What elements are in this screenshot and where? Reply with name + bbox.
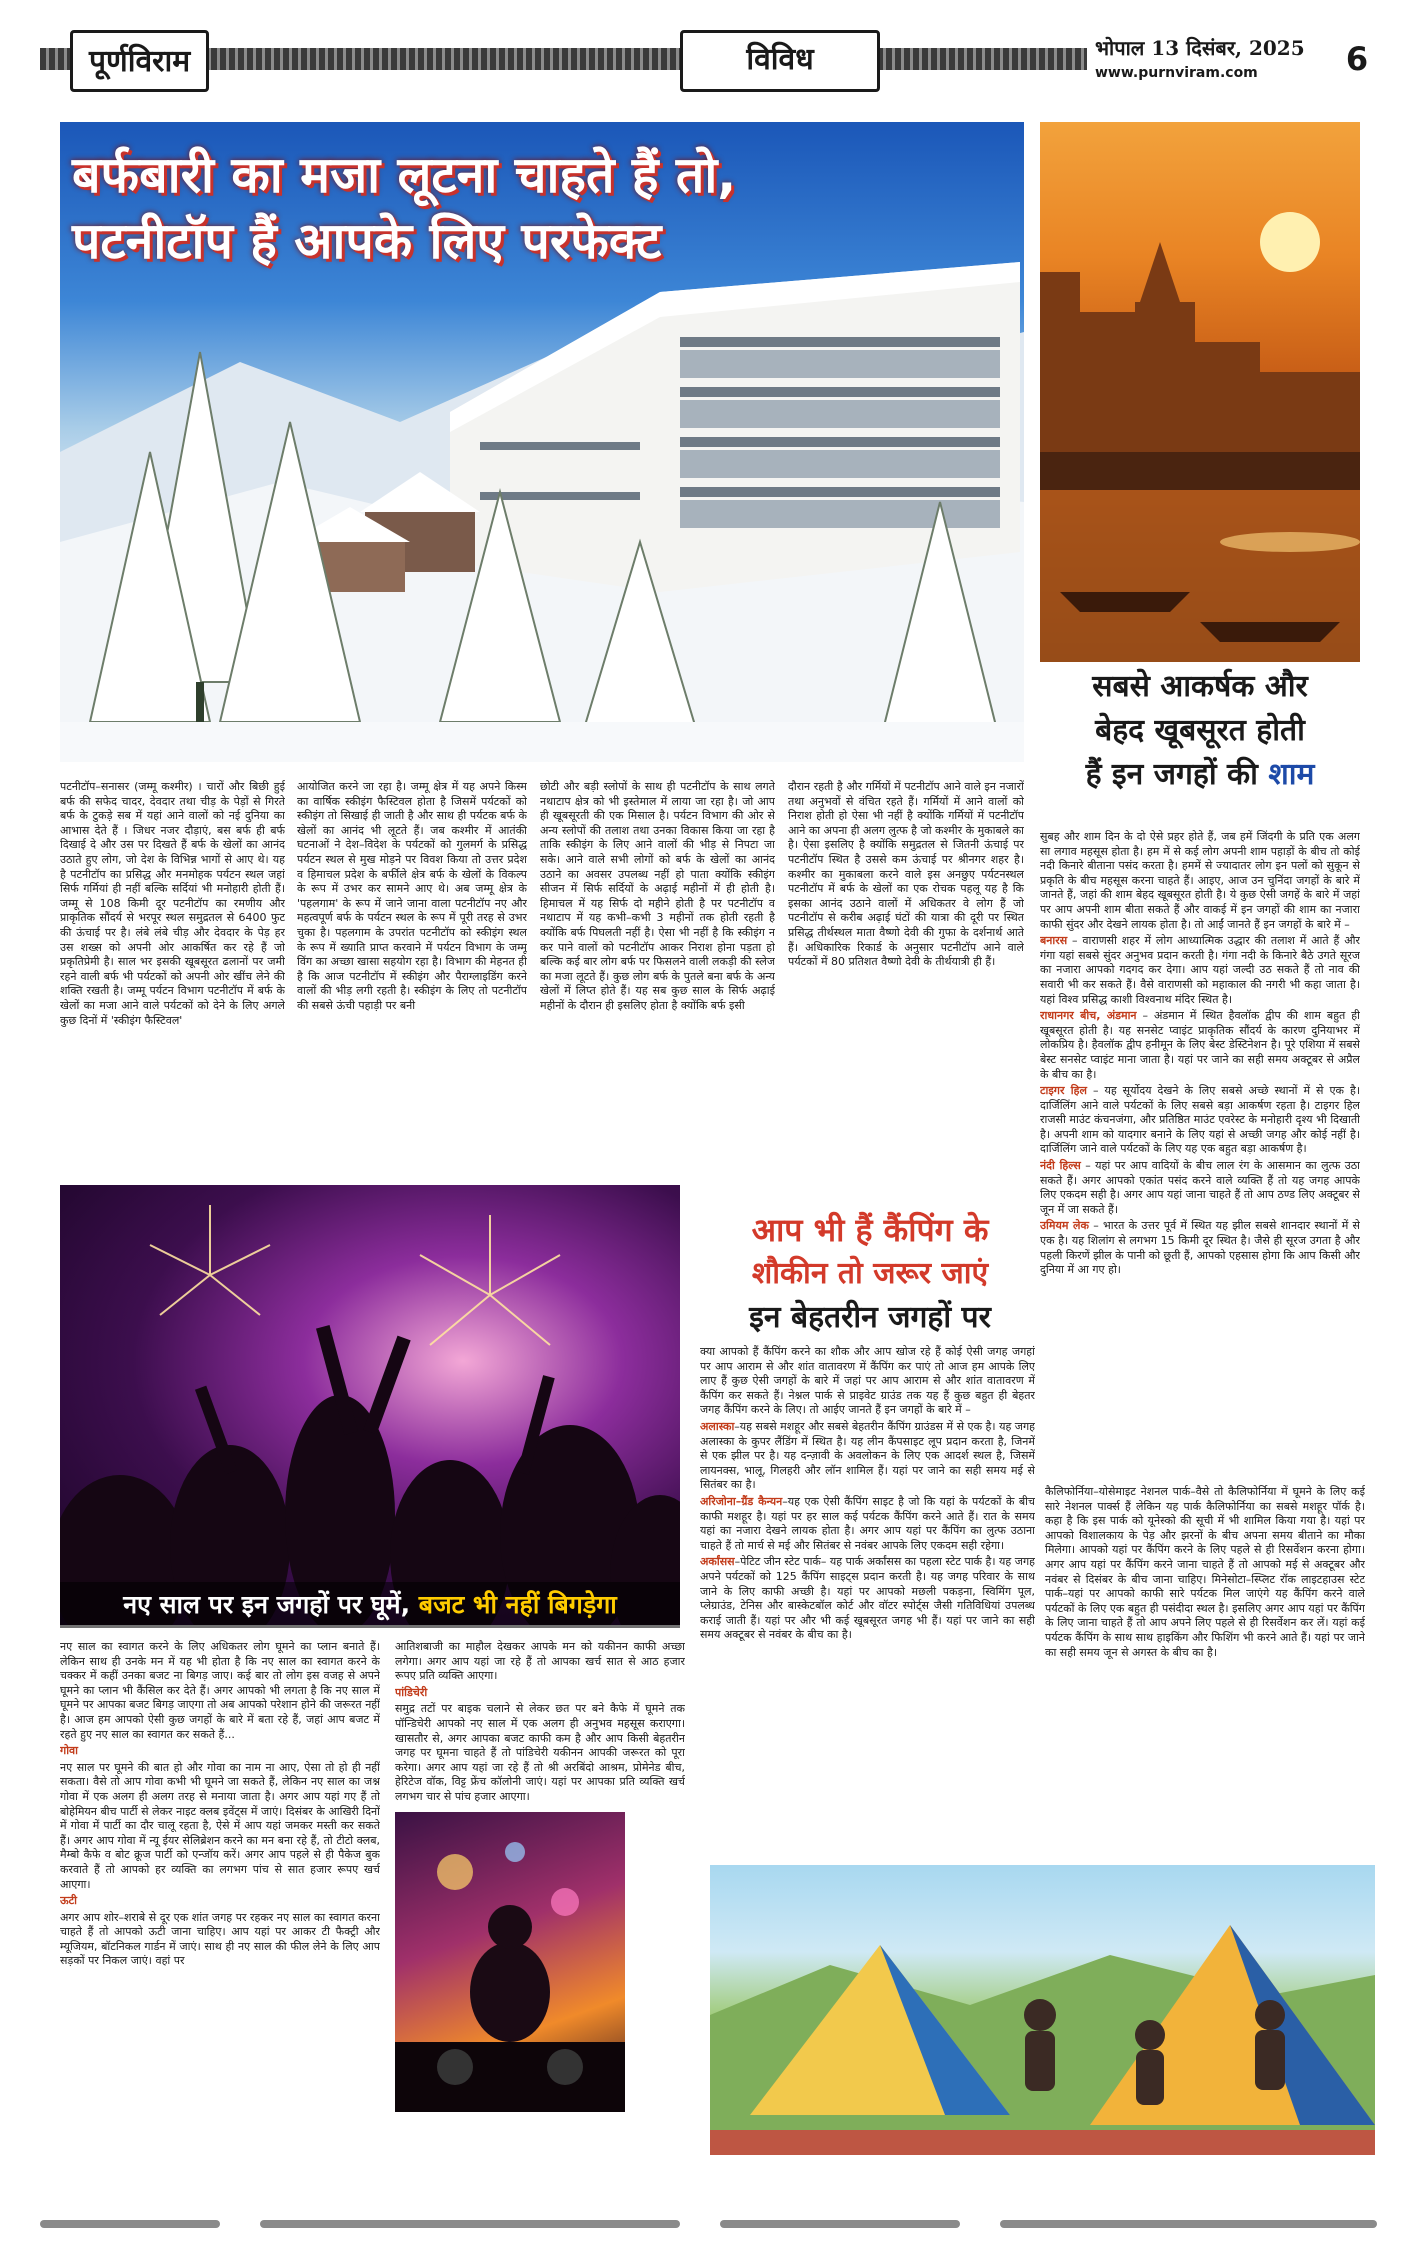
tent-illustration	[710, 1865, 1375, 2155]
evening-item	[1040, 1084, 1360, 1157]
place-text: –पेटिट जीन स्टेट पार्क– यह पार्क अर्कांसस का पहला स्टेट पार्क है। यह जगह अपने पर्यटकों को 125 कैंपिंग साइट्स प्रदान करती है। यह जगह परिवार के साथ जाने के लिए काफी अच्छी है। यहां पर आपको मछली पकड़ना, स्विमिंग पूल, प्लेग्राउंड, टेनिस और बास्केटबॉल कोर्ट और वॉटर स्पोर्ट्स जैसी गतिविधियां उपलब्ध कराई जाती हैं। यहां पर और भी कई खूबसूरत जगह भी हैं। यहां पर जाने का सही समय अक्टूबर से नवंबर के बीच का है।	[700, 1555, 1035, 1642]
evening-intro: सुबह और शाम दिन के दो ऐसे प्रहर होते हैं, जब हमें जिंदगी के प्रति एक अलग सा लगाव महसूस होता है। हम में से कई लोग अपनी शाम पहाड़ों के बीच तो कोई नदी किनारे बीताना पसंद करता है। हममें से ज्यादातर लोग इन पलों को सुकून से प्रकृति के बीच महसूस करना चाहते हैं। आइए, आज उन चुनिंदा जगहों के बारे में जानते हैं, जहां की शाम बेहद खूबसूरत होती है। ये कुछ ऐसी जगहें के बारे में जहां पर आप अपनी शाम बीता सकते हैं और वाकई में इन जगहों की शाम का नजारा काफी सुंदर और देखने लायक होता है। तो आईं जानते हैं इन जगहों के बारे में –	[1040, 830, 1360, 931]
footer-bar	[260, 2220, 680, 2228]
footer-bar	[1000, 2220, 1377, 2228]
camping-headline-line3: इन बेहतरीन जगहों पर	[749, 1300, 991, 1335]
camping-headline	[700, 1208, 1040, 1340]
place-name: अर्कांसस	[700, 1555, 735, 1569]
pondicherry-text: समुद्र तटों पर बाइक चलाने से लेकर छत पर बने कैफे में घूमने तक पॉन्डिचेरी आपको नए साल में एक अलग ही अनुभव महसूस कराएगा। खासतौर से, अगर आपका बजट काफी कम है और आप किसी बेहतरीन जगह पर घूमना चाहते हैं तो पांडिचेरी यकीनन आपकी जरूरत को पूरा करेगा। अगर आप यहां जा रहे हैं तो श्री अरबिंदो आश्रम, प्रोमेनेड बीच, हेरिटेज वॉक, विट्ट फ्रेंच कॉलोनी जाएं। यहां पर आपका प्रति व्यक्ति खर्च लगभग चार से पांच हजार आएगा।	[395, 1702, 685, 1803]
newspaper-logo: पूर्णविराम	[70, 30, 209, 92]
website: www.purnviram.com	[1095, 65, 1258, 81]
page-number: 6	[1337, 30, 1377, 92]
evening-headline-highlight: शाम	[1268, 757, 1315, 792]
new-year-col2-intro: आतिशबाजी का माहौल देखकर आपके मन को यकीनन काफी अच्छा लगेगा। अगर आप यहां जा रहे हैं तो आपका खर्च सात से आठ हजार रूपए प्रति व्यक्ति आएगा।	[395, 1640, 685, 1683]
camping-column-2: कैलिफोर्निया–योसेमाइट नेशनल पार्क–वैसे तो कैलिफोर्निया में घूमने के लिए कई सारे नेशनल पार्क्स हैं लेकिन यह पार्क कैलिफोर्निया का सबसे मशहूर पॉर्क है। कहा है कि इस पार्क को यूनेस्को की सूची में भी शामिल किया गया है। यहां पर आपको विशालकाय के पेड़ और झरनों के बीच अपना समय बीताने का मौका मिलेगा। आपको यहां पर कैंपिंग करने के लिए पहले से ही रिसर्वेशन करना होगा। अगर आप यहां पर कैंपिंग करने जाना चाहते हैं तो आपको मई से अक्टूबर और नवंबर से दिसंबर के बीच जाना चाहिए। मिनेसोटा–स्प्लिट रॉक लाइटहाउस स्टेट पार्क–यहां पर आपको काफी सारे पर्यटक मिल जाएंगे यह कैंपिंग करने वाले पर्यटकों के लिए एक बहुत ही पसंदीदा स्थल है। इसलिए अगर आप यहां पर कैंपिंग के लिए जाना चाहते हैं तो आप अपने लिए पहले से ही रिसर्वेशन कर लें। यहां कई पर्यटक कैंपिंग के साथ साथ हाइकिंग और फिशिंग भी करने आते हैं। यहां पर जाने का सही समय जून से अगस्त के बीच का है।	[1045, 1485, 1365, 1659]
new-year-headline	[60, 1582, 680, 1628]
fireworks-crowd-illustration	[60, 1185, 680, 1625]
place-name: बनारस	[1040, 934, 1068, 948]
place-text: – भारत के उत्तर पूर्व में स्थित यह झील सबसे शानदार स्थानों में से एक है। यह शिलांग से लगभग 15 किमी दूर स्थित है। जैसे ही सूरज उगता है और पहली किरणें झील के पानी को छूती हैं, आपको एहसास होगा कि आप किसी और दुनिया में आ गए हो।	[1040, 1219, 1360, 1277]
place-name: नंदी हिल्स	[1040, 1159, 1081, 1173]
patnitop-column-4: दौरान रहती है और गर्मियों में पटनीटॉप आने वाले इन नजारों तथा अनुभवों से वंचित रहते हैं। गर्मियों में आने वालों को निराश होती हो ऐसा भी नहीं है क्योंकि गर्मियों में पटनीटॉप आने का अपना ही अलग लुत्फ है जो कश्मीर के मुकाबले का है। ऐसा इसलिए है क्योंकि समुद्रतल से जितनी ऊंचाई पर पटनीटॉप स्थित है उससे कम ऊंचाई पर श्रीनगर शहर है। कश्मीर का मुकाबला करने वाले इस अनछुए पर्यटनस्थल पटनीटॉप में बर्फ के खेलों का एक रोचक पहलू यह है कि इसका आनंद उठाने वालों में अधिकतर वे लोग हैं जो पटनीटॉप से करीब अढ़ाई घंटों की यात्रा की दूरी पर स्थित प्रसिद्ध तीर्थस्थल माता वैष्णो देवी की गुफा के दर्शनार्थ आते हैं। अधिकारिक रिकार्ड के अनुसार पटनीटॉप आने वाले पर्यटकों में 80 प्रतिशत वैष्णो देवी के तीर्थयात्री ही हैं।	[788, 780, 1024, 969]
patnitop-column-2: आयोजित करने जा रहा है। जम्मू क्षेत्र में यह अपने किस्म का वार्षिक स्कीइंग फैस्टिवल होता है जिसमें पर्यटकों को स्कीइंग तो सिखाई ही जाती है और साथ ही पर्यटक बर्फ के खेलों का आनंद भी लूटते हैं। जब कश्मीर में आतंकी घटनाओं ने देश–विदेश के पर्यटकों को गुलमर्ग के प्रसिद्ध पर्यटन स्थल से मुख मोड़ने पर विवश किया तो उत्तर प्रदेश व हिमाचल प्रदेश के बर्फीले क्षेत्र बर्फ के खेलों के विकल्प के रूप में उभर कर सामने आए थे। अब जम्मू क्षेत्र के 'पहलगाम' के रूप में जाने जाना वाला पटनीटॉप नए और महत्वपूर्ण बर्फ के पर्यटन स्थल के रूप में पूरी तरह से उभर चुका है। पहलगाम के उपरांत पटनीटॉप को स्कीइंग स्थल के रूप में ख्याति प्राप्त करवाने में पर्यटन विभाग के जम्मू विंग का अच्छा खासा सहयोग रहा है। विभाग की मेहनत ही है कि आज पटनीटॉप में स्कीइंग और पैराग्लाइडिंग करने वालों की भीड़ लगी रहती है। स्कीइंग के लिए तो पटनीटॉप की सबसे ऊंची पहाड़ी पर बनी	[297, 780, 527, 1012]
camping-headline-line1: आप भी हैं कैंपिंग के	[751, 1211, 989, 1249]
camping-intro: क्या आपको हैं कैंपिंग करने का शौक और आप खोज रहे हैं कोई ऐसी जगह जगहां पर आप आराम से और शांत वातावरण में कैंपिंग कर पाएं तो आज हम आपके लिए लाए हैं कुछ ऐसी जगहों के बारे में जहां पर आप आराम से और शांत वातावरण में कैंपिंग कर सकते हैं। नेश्नल पार्क से प्राइवेट ग्राउंड तक यह हैं कुछ बहुत ही बेहतर जगह कैंपिंग करने के लिए। तो आईए जानते हैं इन जगहों के बारे में –	[700, 1345, 1035, 1417]
evening-item	[1040, 1009, 1360, 1082]
camping-place	[700, 1495, 1035, 1553]
footer-bar	[40, 2220, 220, 2228]
dateline	[1087, 30, 1337, 92]
evening-item	[1040, 1219, 1360, 1277]
camping-place	[700, 1555, 1035, 1643]
patnitop-column-3: छोटी और बड़ी स्लोपों के साथ ही पटनीटॉप के साथ लगते नथाटाप क्षेत्र को भी इस्तेमाल में लाया जा रहा है। जो आप ही खूबसूरती की एक मिसाल है। पर्यटन विभाग की ओर से अन्य स्लोपों की तलाश तथा उनका विकास किया जा रहा है ताकि स्कीइंग के लिए आने वालों की भीड़ से निपटा जा सके। आने वाले सभी लोगों को बर्फ के खेलों का आनंद उठाने का अवसर उपलब्ध नहीं हो पाता क्योंकि स्कीइंग सीजन में सिर्फ सर्दियों के अढ़ाई महीनों में ही होती है। हिमाचल में यह सिर्फ दो महीने होती है पर पटनीटॉप व नथाटाप में यह कभी–कभी 3 महीनों तक होती रहती है क्योंकि बर्फ पिघलती नहीं है। ऐसा भी नहीं है कि स्कीइंग न कर पाने वालों को पटनीटॉप आकर निराश होना पड़ता हो बल्कि कई बार लोग बर्फ पर फिसलने वाली लकड़ी की स्लेज का मजा लूटते हैं। कुछ लोग बर्फ के पुतले बना बर्फ के अन्य खेलों में लिप्त होते हैं। यह सब कुछ साल के सिर्फ अढ़ाई महीनों के दौरान ही इसलिए होता है क्योंकि बर्फ इसी	[540, 780, 775, 1012]
hero-headline	[72, 142, 1012, 274]
place-text: – वाराणसी शहर में लोग आध्यात्मिक उद्धार की तलाश में आते हैं और गंगा यहां सबसे सुंदर अनुभव प्रदान करती है। गंगा नदी के किनारे बैठे उगते सूरज का नजारा आपको गदगद कर देगा। आप यहां जल्दी उठ सकते हैं तो नाव की सवारी भी कर सकते हैं। वैसे वाराणसी को महाकाल की नगरी भी कहा जाता है। यहां विश्व प्रसिद्ध काशी विश्वनाथ मंदिर स्थित है।	[1040, 934, 1360, 1006]
evening-headline-line3	[1040, 753, 1360, 797]
place-text: – अंडमान में स्थित हैवलॉक द्वीप की शाम बहुत ही खूबसूरत होती है। यह सनसेट प्वाइंट प्राकृतिक सौंदर्य के कारण दुनियाभर में लोकप्रिय है। हैवलॉक द्वीप हनीमून के लिए बेस्ट डेस्टिनेशन है। पूरे एशिया में सबसे बेस्ट सनसेट प्वाइंट माना जाता है। यहां पर जाने का सही समय अक्टूबर से अप्रैल के बीच का है।	[1040, 1009, 1360, 1081]
sunset-illustration	[1040, 122, 1360, 662]
place-text: –यह सबसे मशहूर और सबसे बेहतरीन कैंपिंग ग्राउंडस में से एक है। यह जगह अलास्का के कुपर लैंडिंग में स्थित है। यह लीन कैंपसाइट लूप प्रदान करता है, जिनमें से एक झील पर है। यह दन्ज़ावी के अवलोकन के लिए एक आदर्श स्थल है, जिसमें लायनक्स, भालू, गिलहरी और लॉन शामिल हैं। यहां पर जाने का सही समय मई से सितंबर का है।	[700, 1419, 1035, 1492]
new-year-party-image	[60, 1185, 680, 1625]
place-name: उमियम लेक	[1040, 1219, 1089, 1233]
new-year-headline-a: नए साल पर इन जगहों पर घूमें,	[123, 1590, 419, 1619]
new-year-column-2	[395, 1640, 685, 1810]
goa-text: नए साल पर घूमने की बात हो और गोवा का नाम ना आए, ऐसा तो हो ही नहीं सकता। वैसे तो आप गोवा कभी भी घूमने जा सकते हैं, लेकिन नए साल का जश्न गोवा में एक अलग ही अलग तरह से मनाया जाता है। अगर आप यहां गए हैं तो बोहेमियन बीच पार्टी से लेकर नाइट क्लब इवेंट्स में जाएं। दिसंबर के आखिरी दिनों में गोवा में पार्टी का दौर चालू रहता है, ऐसे में आप यहां जमकर मस्ती कर सकते हैं। अगर आप गोवा में न्यू ईयर सेलिब्रेशन करने का मन बना रहे हैं, तो टीटो क्लब, मैम्बो कैफे व बोट क्रूज पार्टी को एन्जॉय करें। अगर आप पहले से ही पैकेज बुक करवाते हैं तो आपको हर व्यक्ति का लगभग पांच से सात हजार रूपए खर्च आएगा।	[60, 1760, 380, 1891]
place-name: टाइगर हिल	[1040, 1084, 1087, 1098]
ooty-text: अगर आप शोर–शराबे से दूर एक शांत जगह पर रहकर नए साल का स्वागत करना चाहते हैं तो आपको ऊटी जाना चाहिए। आप यहां पर आकर टी फैक्ट्री और म्यूजियम, बॉटनिकल गार्डन में जाएं। साथ ही नए साल की फील लेने के लिए आप सड़कों पर निकल जाएं। वहां पर	[60, 1910, 380, 1968]
dj-illustration	[395, 1812, 625, 2112]
place-name: अरिजोना–ग्रैंड कैन्यन	[700, 1494, 783, 1508]
evening-item	[1040, 1159, 1360, 1217]
new-year-column-1	[60, 1640, 380, 2210]
evening-headline	[1040, 665, 1360, 797]
new-year-headline-b: बजट भी नहीं बिगड़ेगा	[418, 1590, 617, 1619]
issue-date: भोपाल 13 दिसंबर, 2025	[1095, 36, 1305, 60]
camping-place	[700, 1420, 1035, 1493]
subhead-pondicherry: पांडिचेरी	[395, 1685, 428, 1699]
evening-headline-line1: सबसे आकर्षक और	[1092, 669, 1308, 704]
footer-bar	[720, 2220, 960, 2228]
place-text: – यहां पर आप वादियों के बीच लाल रंग के आसमान का लुत्फ उठा सकते हैं। अगर आपको एकांत पसंद करने वाले व्यक्ति हैं तो यह जगह आपके लिए एकदम सही है। अगर आप यहां जाना चाहते हैं तो आप ठण्ड लिए अक्टूबर से जून में जा सकते हैं।	[1040, 1159, 1360, 1216]
patnitop-snow-image	[60, 122, 1024, 762]
evening-headline-line2: बेहद खूबसूरत होती	[1095, 713, 1305, 748]
camping-headline-line2: शौकीन तो जरूर जाएं	[751, 1256, 989, 1291]
subhead-goa: गोवा	[60, 1744, 79, 1758]
dj-party-image	[395, 1812, 625, 2112]
place-name: अलास्का	[700, 1419, 735, 1433]
varanasi-sunset-image	[1040, 122, 1360, 662]
subhead-ooty: ऊटी	[60, 1894, 78, 1908]
new-year-intro: नए साल का स्वागत करने के लिए अधिकतर लोग घूमने का प्लान बनाते हैं। लेकिन साथ ही उनके मन में यह भी होता है कि नए साल का स्वागत करने के चक्कर में कहीं उनका बजट ना बिगड़ जाए। कई बार तो लोग इस वजह से अपने घूमने का प्लान भी कैंसिल कर देते हैं। अगर आपको भी लगता है कि नए साल में घूमने पर आपका बजट बिगड़ जाएगा तो अब आपको परेशान होने की जरूरत नहीं है। आज हम आपको ऐसी कुछ जगहों के बारे में बता रहे हैं, जहां आप बजट में रहते हुए नए साल का स्वागत कर सकते हैं...	[60, 1640, 380, 1741]
place-name: राधानगर बीच, अंडमान	[1040, 1009, 1137, 1023]
page-footer-rule	[40, 2218, 1377, 2230]
section-title: विविध	[680, 30, 880, 92]
hero-headline-line1: बर्फबारी का मजा लूटना चाहते हैं तो,	[72, 146, 737, 204]
evening-item	[1040, 934, 1360, 1007]
patnitop-column-1: पटनीटॉप–सनासर (जम्मू कश्मीर) । चारों और बिछी हुई बर्फ की सफेद चादर, देवदार तथा चीड़ के पेड़ों से गिरते बर्फ के टुकड़े सब में यहां आने वालों को नई दुनिया का आभास देते हैं । जिधर नजर दौड़ाएं, बस बर्फ ही बर्फ दिखाई दे और उस पर दिखते हैं बर्फ के खेलों का आनंद उठाते हुए लोग, जो देश के विभिन्न भागों से आए थे। यह है पटनीटॉप का प्रसिद्ध और मनमोहक पर्यटन स्थल जहां सिर्फ गर्मियां ही नहीं बल्कि सर्दियां भी मनोहारी होती हैं। जम्मू से 108 किमी दूर पटनीटॉप का रमणीय और प्राकृतिक सौंदर्य से भरपूर स्थल समुद्रतल से 6400 फुट की ऊंचाई पर है। लंबे लंबे चीड़ और देवदार के पेड़ हर उस शख्स को अपनी ओर आकर्षित कर रहे हैं जो प्रकृतिप्रेमी है। साल भर इसकी खूबसूरत ढलानों पर जमी रहने वाली बर्फ भी पर्यटकों को अपनी ओर खींच लेने की शक्ति रखती है। जम्मू पर्यटन विभाग पटनीटॉप में बर्फ के खेलों का मजा आने वाले पर्यटकों को देने के लिए अगले कुछ दिनों में 'स्कीइंग फैस्टिवल'	[60, 780, 285, 1027]
hero-headline-line2: पटनीटॉप हैं आपके लिए परफेक्ट	[72, 212, 662, 270]
place-text: –यह एक ऐसी कैंपिंग साइट है जो कि यहां के पर्यटकों के बीच काफी मशहूर है। यहां पर हर साल कई पर्यटक कैंपिंग करने आते हैं। रात के समय यहां का नजारा देखने लायक होता है। अगर आप यहां पर कैंपिंग का लुत्फ उठाना चाहते हैं तो मार्च से मई और सितंबर से नवंबर आपके लिए एकदम सही रहेगा।	[700, 1494, 1035, 1552]
evening-headline-line3-text: हैं इन जगहों की	[1085, 757, 1269, 792]
place-text: – यह सूर्योदय देखने के लिए सबसे अच्छे स्थानों में से एक है। दार्जिलिंग आने वाले पर्यटकों के लिए सबसे बड़ा आकर्षण रहता है। टाइगर हिल राजसी माउंट कंचनजंगा, और प्रतिष्ठित माउंट एवरेस्ट के मनोहारी दृश्य भी दिखाती है। अपनी शाम को यादगार बनाने के लिए यहां से अच्छी जगह और कोई नहीं है। दार्जिलिंग जाने वाले पर्यटकों के लिए यह एक बहुत बड़ा आकर्षण है।	[1040, 1084, 1360, 1156]
camping-article-body	[700, 1345, 1035, 1855]
evening-article-body	[1040, 830, 1360, 1480]
masthead	[40, 30, 1377, 110]
camping-tent-image	[710, 1865, 1375, 2155]
